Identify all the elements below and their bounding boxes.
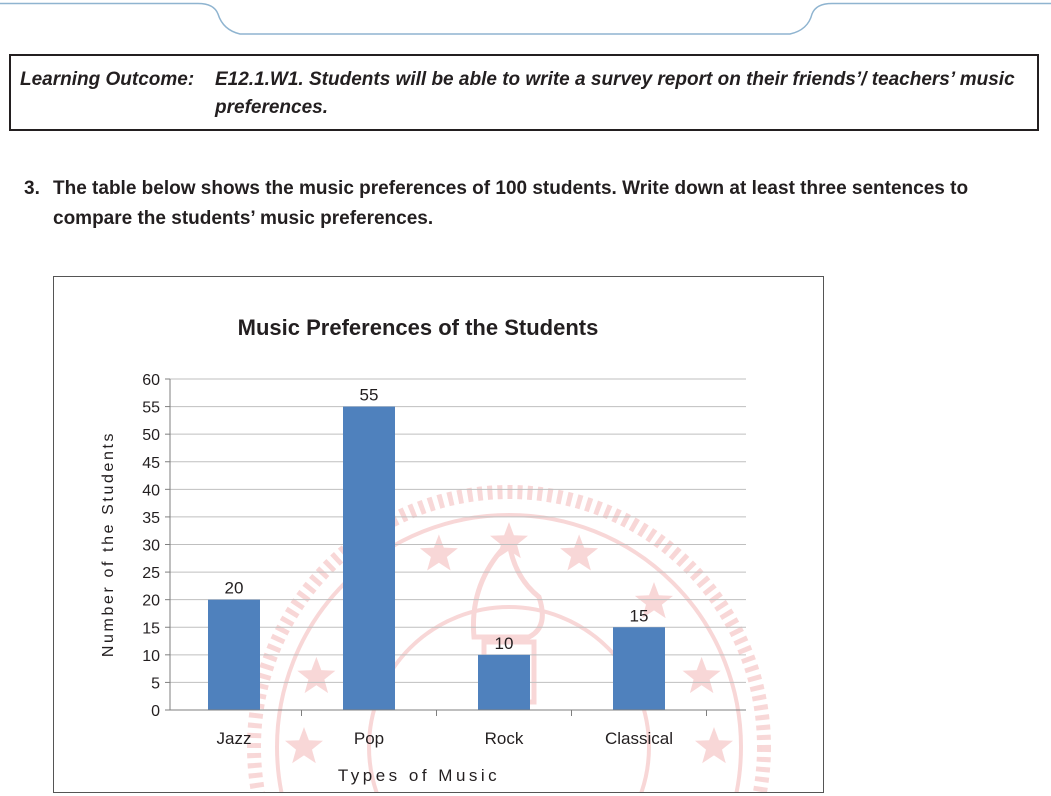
y-axis-title: Number of the Students xyxy=(100,430,117,658)
question-number: 3. xyxy=(24,178,40,199)
learning-outcome-text: E12.1.W1. Students will be able to write a survey report on their friends’/ teachers’ music preferences. xyxy=(215,69,1015,118)
y-tick-label: 0 xyxy=(151,703,160,720)
y-tick-label: 20 xyxy=(142,592,160,610)
watermark-star-icon xyxy=(695,727,733,763)
y-tick-label: 5 xyxy=(151,675,160,693)
y-tick-label: 10 xyxy=(142,647,160,665)
y-tick-label: 25 xyxy=(142,565,160,583)
x-axis-title: Types of Music xyxy=(337,766,501,785)
watermark-star-icon xyxy=(285,727,323,763)
chart-frame xyxy=(53,276,824,793)
data-label: 10 xyxy=(494,633,514,653)
y-tick-label: 55 xyxy=(142,399,160,417)
y-tick-label: 30 xyxy=(142,537,160,555)
watermark-star-icon xyxy=(297,657,335,693)
data-label: 55 xyxy=(359,385,379,405)
learning-outcome-label: Learning Outcome: xyxy=(20,69,195,90)
y-tick-label: 50 xyxy=(142,427,160,445)
y-tick-label: 45 xyxy=(142,454,160,472)
x-tick-label: Classical xyxy=(604,729,674,748)
y-tick-label: 35 xyxy=(142,509,160,527)
chart-title: Music Preferences of the Students xyxy=(237,315,599,340)
music-preferences-chart xyxy=(54,277,823,792)
x-tick-label: Jazz xyxy=(216,729,252,748)
x-tick-label: Pop xyxy=(353,729,385,748)
bar-jazz xyxy=(208,600,260,710)
page-header-decoration xyxy=(0,0,1051,45)
y-tick-label: 15 xyxy=(142,620,160,638)
watermark-star-icon xyxy=(560,534,598,570)
watermark-torch-flame-icon xyxy=(473,542,542,637)
learning-outcome-box xyxy=(9,54,1039,131)
bar-rock xyxy=(478,655,530,710)
data-label: 20 xyxy=(224,578,244,598)
y-tick-label: 40 xyxy=(142,482,160,500)
question-text: The table below shows the music preferences of 100 students. Write down at least three sentences to compare the students’ music preferences. xyxy=(53,178,969,229)
bar-classical xyxy=(613,627,665,710)
bar-pop xyxy=(343,407,395,710)
y-tick-label: 60 xyxy=(142,372,160,389)
watermark-star-icon xyxy=(683,657,721,693)
x-tick-label: Rock xyxy=(484,729,524,748)
watermark-star-icon xyxy=(420,534,458,570)
data-label: 15 xyxy=(629,606,649,626)
